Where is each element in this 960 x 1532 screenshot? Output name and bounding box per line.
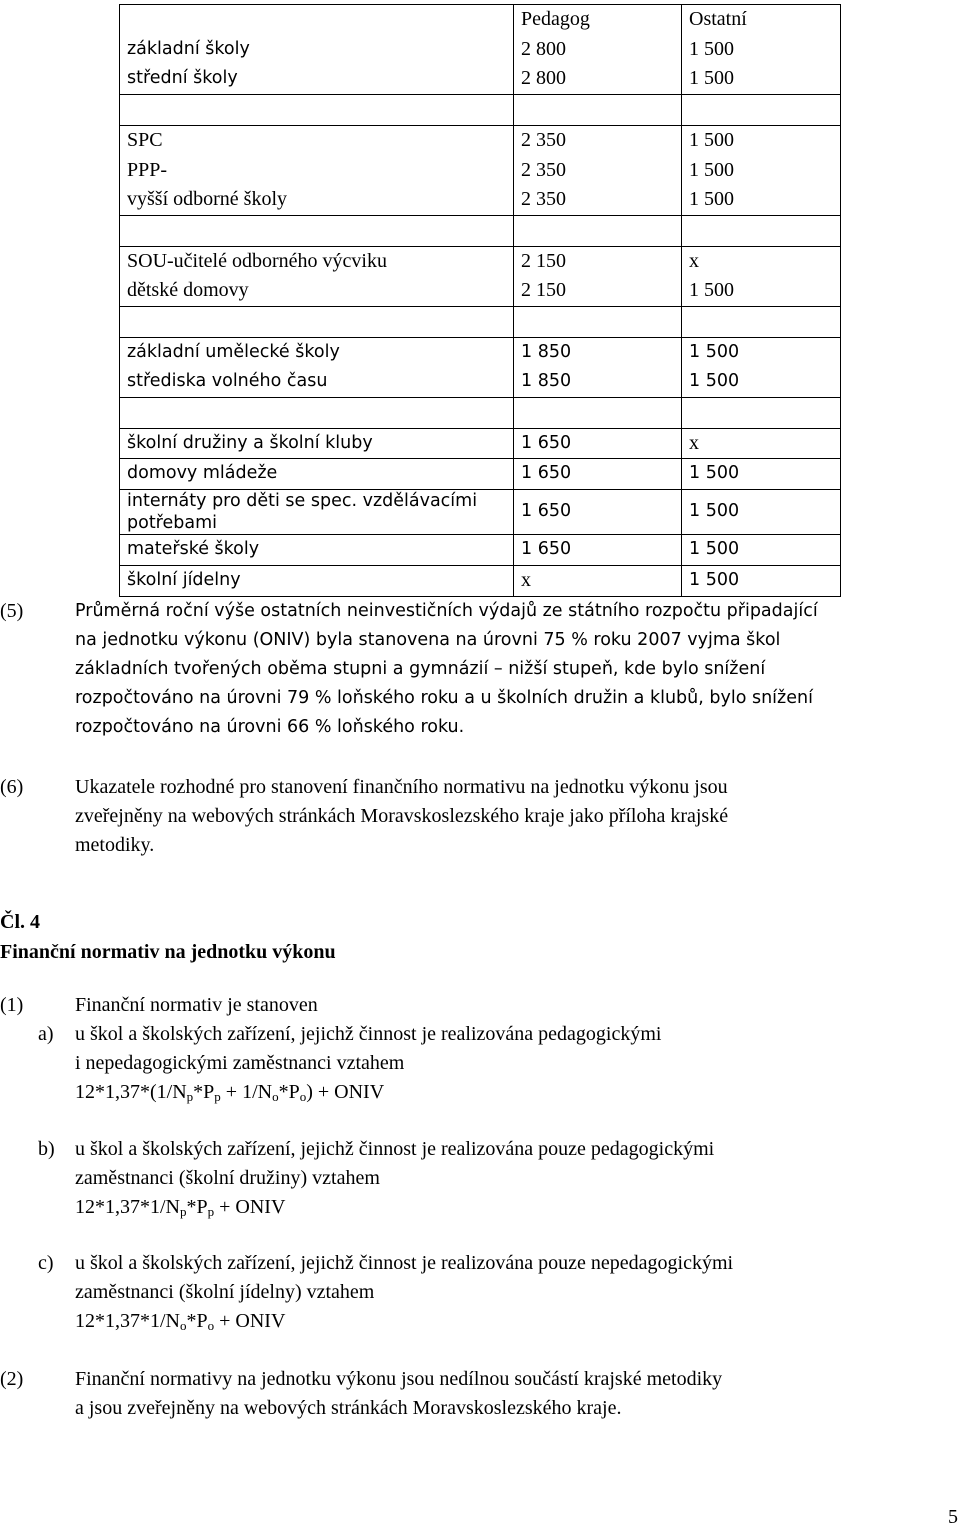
table-cell: 2 150 (514, 246, 682, 276)
table-cell: střední školy (120, 64, 514, 94)
table-cell: 1 500 (682, 367, 841, 397)
table-header-cell (120, 5, 514, 35)
text-line: rozpočtováno na úrovni 79 % loňského roku a u školních družin a klubů, bylo snížení (75, 688, 813, 708)
item-text (75, 1020, 661, 1107)
table-cell (682, 307, 841, 338)
table-cell: 1 850 (514, 367, 682, 397)
table-row (120, 490, 841, 535)
table-cell (514, 215, 682, 246)
table-cell (514, 95, 682, 126)
table-cell: 1 500 (682, 276, 841, 306)
text-line: Ukazatele rozhodné pro stanovení finančního normativu na jednotku výkonu jsou (75, 776, 728, 798)
page-number: 5 (948, 1506, 958, 1528)
table-row (120, 95, 841, 126)
table-cell: 2 350 (514, 185, 682, 215)
table-row (120, 337, 841, 367)
table-row (120, 459, 841, 490)
table-cell: 2 800 (514, 35, 682, 65)
text-line: zveřejněny na webových stránkách Moravskoslezského kraje jako příloha krajské (75, 805, 729, 827)
text-line: na jednotku výkonu (ONIV) byla stanovena na úrovni 75 % roku 2007 vyjma škol (75, 630, 781, 650)
item-label: b) (38, 1138, 55, 1160)
table-cell: 1 650 (514, 428, 682, 459)
table-cell: 1 650 (514, 490, 682, 535)
table-cell: internáty pro děti se spec. vzdělávacími potřebami (120, 490, 514, 535)
table-cell: 2 350 (514, 125, 682, 155)
table-row (120, 535, 841, 566)
table-header-cell: Pedagog (514, 5, 682, 35)
table-cell (682, 215, 841, 246)
table-cell: domovy mládeže (120, 459, 514, 490)
table-row (120, 428, 841, 459)
item-intro: Finanční normativ je stanoven (75, 994, 318, 1016)
item-label: a) (38, 1023, 54, 1045)
table-cell: 2 350 (514, 156, 682, 186)
table-row (120, 64, 841, 94)
table-cell: základní školy (120, 35, 514, 65)
table-cell: školní jídelny (120, 565, 514, 596)
table-cell (120, 95, 514, 126)
item-number: (1) (0, 994, 24, 1016)
table-cell: PPP- (120, 156, 514, 186)
item-text (75, 1365, 722, 1423)
table-cell (514, 398, 682, 429)
table-cell: 1 500 (682, 459, 841, 490)
paragraph-text (75, 773, 728, 860)
table-cell: 1 500 (682, 35, 841, 65)
table-cell (120, 398, 514, 429)
text-line: u škol a školských zařízení, jejichž činnost je realizována pouze pedagogickými (75, 1138, 715, 1160)
text-line: metodiky. (75, 834, 155, 856)
formula: $12*1,37*1/N_p*P_p$ + ONIV (75, 1196, 286, 1219)
table-cell: 2 800 (514, 64, 682, 94)
text-line: u škol a školských zařízení, jejichž činnost je realizována pedagogickými (75, 1023, 662, 1045)
table-row (120, 565, 841, 596)
paragraph-number: (6) (0, 776, 24, 798)
table-cell: základní umělecké školy (120, 337, 514, 367)
table-header-cell: Ostatní (682, 5, 841, 35)
text-line: zaměstnanci (školní družiny) vztahem (75, 1167, 380, 1189)
table-cell: školní družiny a školní kluby (120, 428, 514, 459)
table-cell: 2 150 (514, 276, 682, 306)
table-cell: x (514, 565, 682, 596)
table-cell: 1 850 (514, 337, 682, 367)
table-cell: vyšší odborné školy (120, 185, 514, 215)
table-row (120, 367, 841, 397)
paragraph-number: (5) (0, 600, 24, 622)
table-cell: 1 500 (682, 490, 841, 535)
text-line: Finanční normativy na jednotku výkonu jsou nedílnou součástí krajské metodiky (75, 1368, 723, 1390)
table-row (120, 246, 841, 276)
item-number: (2) (0, 1368, 24, 1390)
item-text (75, 1249, 733, 1336)
text-line: u škol a školských zařízení, jejichž činnost je realizována pouze nepedagogickými (75, 1252, 734, 1274)
table-row (120, 156, 841, 186)
table-cell: 1 650 (514, 535, 682, 566)
text-line: Průměrná roční výše ostatních neinvestičních výdajů ze státního rozpočtu připadající (75, 601, 818, 621)
article-title: Finanční normativ na jednotku výkonu (0, 941, 336, 963)
table-header-row (120, 5, 841, 35)
table-cell: 1 500 (682, 185, 841, 215)
table-cell: x (682, 246, 841, 276)
table-cell: 1 500 (682, 156, 841, 186)
table-cell: 1 500 (682, 337, 841, 367)
table-cell: mateřské školy (120, 535, 514, 566)
table-cell: 1 500 (682, 125, 841, 155)
table-row (120, 35, 841, 65)
text-line: zaměstnanci (školní jídelny) vztahem (75, 1281, 375, 1303)
table-cell (120, 307, 514, 338)
text-line: základních tvořených oběma stupni a gymnázií – nižší stupeň, kde bylo snížení (75, 659, 766, 679)
table-cell: x (682, 428, 841, 459)
table-row (120, 125, 841, 155)
table-row (120, 215, 841, 246)
table-cell: střediska volného času (120, 367, 514, 397)
table-cell (514, 307, 682, 338)
item-label: c) (38, 1252, 54, 1274)
text-line: rozpočtováno na úrovni 66 % loňského roku. (75, 717, 465, 737)
text-line: i nepedagogickými zaměstnanci vztahem (75, 1052, 405, 1074)
table-cell: SOU-učitelé odborného výcviku (120, 246, 514, 276)
table-cell: 1 650 (514, 459, 682, 490)
table-cell: 1 500 (682, 565, 841, 596)
table-row (120, 276, 841, 306)
normative-table (119, 4, 841, 597)
table-row (120, 398, 841, 429)
table-cell: 1 500 (682, 535, 841, 566)
table-cell: SPC (120, 125, 514, 155)
formula: $12*1,37*(1/N_p*P_p + 1/N_o*P_o)$ + ONIV (75, 1081, 385, 1104)
table-cell: 1 500 (682, 64, 841, 94)
table-cell (682, 398, 841, 429)
table-cell: dětské domovy (120, 276, 514, 306)
table-row (120, 307, 841, 338)
paragraph-text (75, 597, 818, 742)
article-number: Čl. 4 (0, 911, 40, 933)
table-cell (682, 95, 841, 126)
item-text (75, 1135, 714, 1222)
formula: $12*1,37*1/N_o*P_o$ + ONIV (75, 1310, 286, 1333)
table-cell (120, 215, 514, 246)
text-line: a jsou zveřejněny na webových stránkách Moravskoslezského kraje. (75, 1397, 622, 1419)
table-row (120, 185, 841, 215)
